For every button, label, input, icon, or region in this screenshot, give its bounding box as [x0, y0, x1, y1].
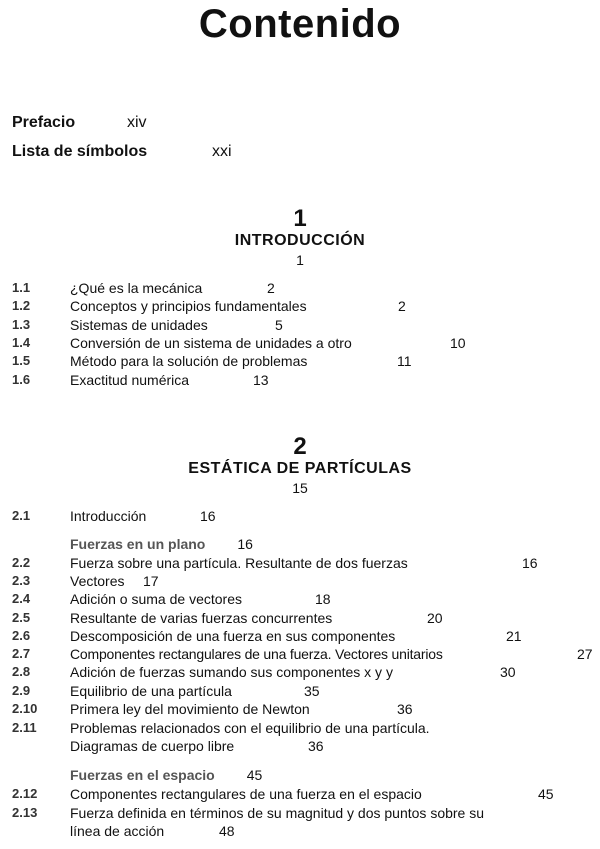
entry-number: 2.5 [12, 610, 31, 625]
front-item-page: xiv [127, 114, 147, 131]
entry-page: 21 [506, 628, 522, 644]
entry-number: 1.2 [12, 298, 31, 313]
subsection-page: 16 [237, 536, 253, 552]
entry-number: 2.13 [12, 805, 38, 820]
front-item-label: Lista de símbolos [12, 143, 148, 160]
entry-page: 45 [538, 786, 554, 802]
subsection-page: 45 [246, 767, 263, 783]
subsection-label: Fuerzas en el espacio [70, 767, 215, 783]
chapter-page: 15 [292, 480, 308, 496]
entry-page: 35 [304, 683, 320, 699]
entry-title: Conversión de un sistema de unidades a otro [70, 335, 352, 351]
entry-title: Introducción [70, 508, 147, 524]
entry-page: 16 [522, 555, 538, 571]
entry-number: 2.6 [12, 628, 31, 643]
entry-page: 36 [308, 738, 324, 754]
entry-title: Descomposición de una fuerza en sus componentes [70, 628, 396, 644]
front-item-page: xxi [212, 143, 232, 160]
entry-number: 2.3 [12, 573, 31, 588]
entry-title: Componentes rectangulares de una fuerza en el espacio [70, 786, 422, 802]
entry-page: 17 [143, 573, 159, 589]
entry-page: 30 [500, 664, 516, 680]
entry-title: Sistemas de unidades [70, 317, 208, 333]
front-item-label: Prefacio [12, 114, 76, 131]
entry-page: 2 [267, 280, 275, 296]
chapter-number: 1 [293, 205, 307, 232]
entry-page: 2 [398, 298, 406, 314]
entry-title: Primera ley del movimiento de Newton [70, 701, 310, 717]
entry-title-continued: Diagramas de cuerpo libre [70, 738, 235, 754]
entry-page: 10 [450, 335, 466, 351]
page-title: Contenido [198, 2, 402, 46]
front-item-lista-simbolos[interactable] [12, 143, 232, 161]
entry-number: 2.11 [12, 720, 37, 735]
chapter-title: INTRODUCCIÓN [234, 232, 366, 249]
entry-page: 5 [275, 317, 283, 333]
chapter-1-header [0, 207, 600, 269]
entry-number: 2.1 [12, 508, 31, 523]
entry-title: Adición o suma de vectores [70, 591, 242, 607]
entry-title: Componentes rectangulares de una fuerza. Vectores unitarios [70, 646, 443, 662]
chapter-title: ESTÁTICA DE PARTÍCULAS [188, 460, 412, 477]
entry-page: 20 [427, 610, 443, 626]
entry-number: 2.8 [12, 664, 31, 679]
entry-number: 2.4 [12, 591, 31, 606]
subsection-label: Fuerzas en un plano [70, 536, 206, 552]
entry-number: 1.1 [12, 280, 31, 295]
entry-page: 13 [253, 372, 269, 388]
entry-number: 2.12 [12, 786, 38, 801]
entry-number: 1.4 [12, 335, 31, 350]
entry-title-continued: línea de acción [70, 823, 165, 839]
entry-page: 48 [219, 823, 235, 839]
entry-number: 2.9 [12, 683, 31, 698]
entry-title: Adición de fuerzas sumando sus componentes x y y [70, 664, 393, 680]
entry-page: 11 [397, 353, 412, 369]
subsection-heading-plano[interactable] [70, 536, 253, 552]
entry-title: Problemas relacionados con el equilibrio de una partícula. [70, 720, 430, 736]
entry-number: 1.3 [12, 317, 31, 332]
entry-number: 1.6 [12, 372, 31, 387]
subsection-heading-espacio[interactable] [70, 767, 262, 783]
entry-title: Exactitud numérica [70, 372, 190, 388]
entry-page: 36 [397, 701, 413, 717]
entry-title: Vectores [70, 573, 125, 589]
entry-number: 2.7 [12, 646, 31, 661]
entry-title: Resultante de varias fuerzas concurrentes [70, 610, 333, 626]
entry-page: 16 [200, 508, 216, 524]
entry-number: 1.5 [12, 353, 31, 368]
entry-title: Método para la solución de problemas [70, 353, 308, 369]
front-item-prefacio[interactable] [12, 114, 147, 132]
entry-page: 27 [577, 646, 593, 662]
entry-title: Equilibrio de una partícula [70, 683, 232, 699]
chapter-2-header [0, 435, 600, 497]
chapter-page: 1 [296, 252, 304, 268]
entry-title: Fuerza sobre una partícula. Resultante de dos fuerzas [70, 555, 408, 571]
entry-title: ¿Qué es la mecánica [70, 280, 203, 296]
entry-title: Conceptos y principios fundamentales [70, 298, 307, 314]
entry-title: Fuerza definida en términos de su magnitud y dos puntos sobre su [70, 805, 485, 821]
entry-number: 2.2 [12, 555, 31, 570]
chapter-number: 2 [293, 433, 307, 460]
entry-number: 2.10 [12, 701, 38, 716]
entry-page: 18 [315, 591, 331, 607]
